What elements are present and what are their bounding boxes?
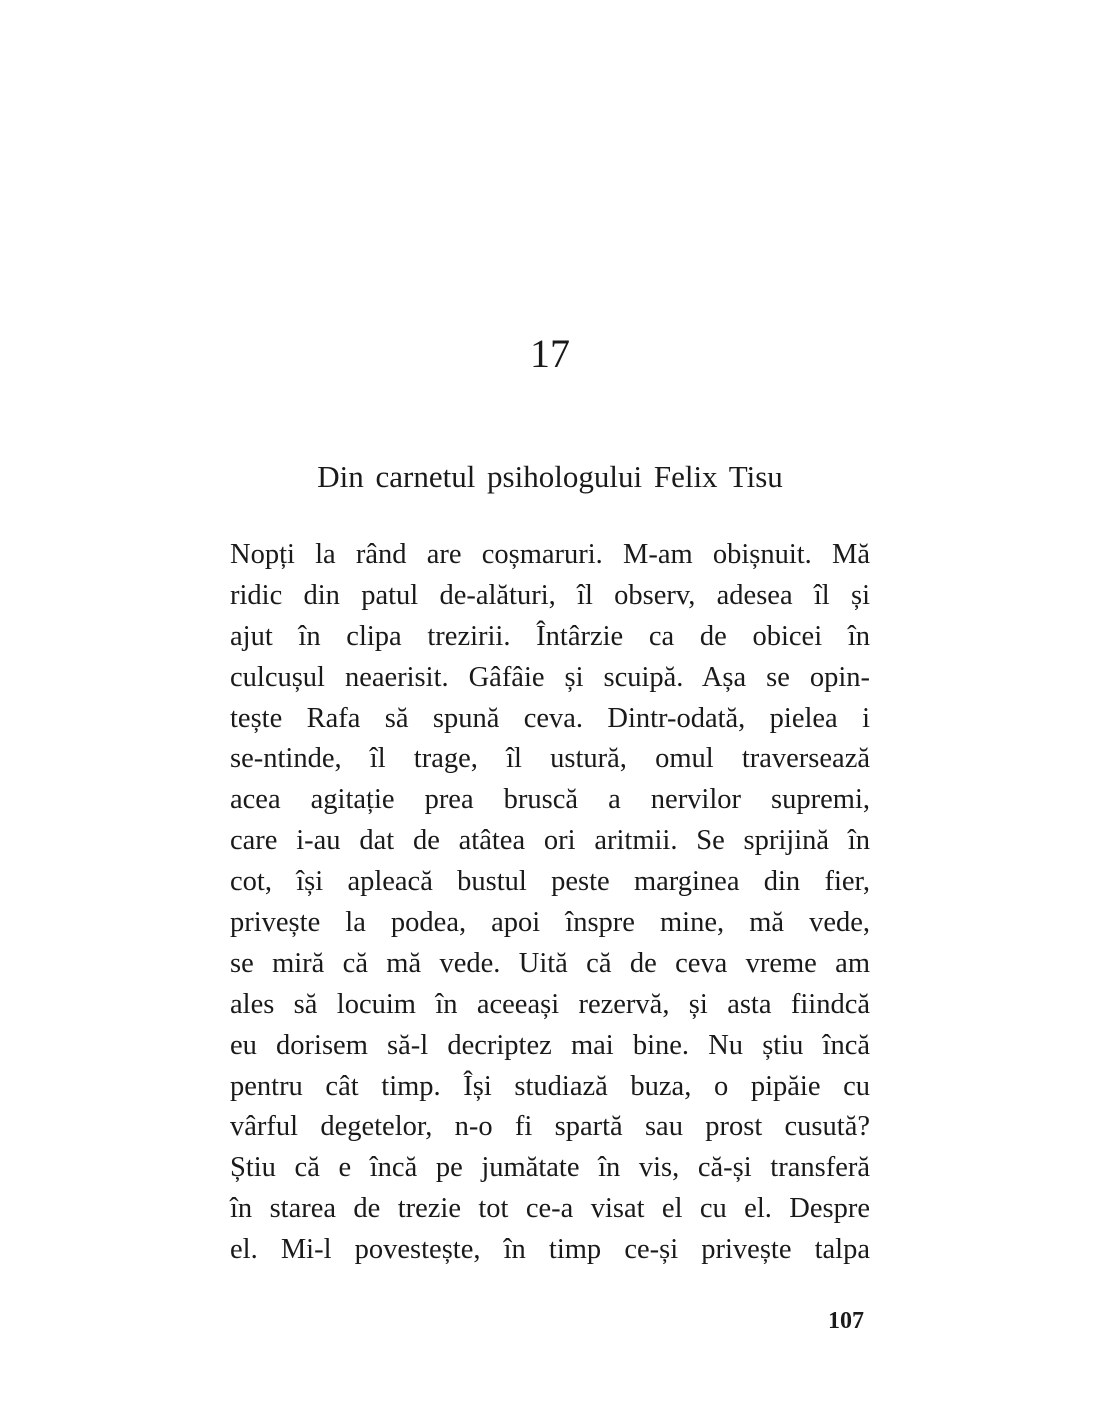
text-line: vârful degetelor, n-o fi spartă sau prost cusută? (230, 1111, 870, 1143)
page-number: 107 (828, 1308, 864, 1334)
chapter-number: 17 (530, 331, 570, 376)
text-line: acea agitație prea bruscă a nervilor supremi, (230, 784, 870, 816)
text-line: ridic din patul de-alături, îl observ, adesea îl și (230, 579, 870, 611)
body-text (230, 535, 870, 1271)
text-line: în starea de trezie tot ce-a visat el cu el. Despre (230, 1193, 870, 1225)
text-line: eu dorisem să-l decriptez mai bine. Nu știu încă (230, 1029, 870, 1061)
text-line: se-ntinde, îl trage, îl ustură, omul traversează (230, 743, 870, 775)
text-line: privește la podea, apoi înspre mine, mă vede, (230, 907, 870, 939)
text-line: culcușul neaerisit. Gâfâie și scuipă. Așa se opin- (230, 661, 870, 693)
text-line: se miră că mă vede. Uită că de ceva vreme am (230, 947, 870, 979)
text-line: pentru cât timp. Își studiază buza, o pipăie cu (230, 1070, 870, 1102)
text-line: Nopți la rând are coșmaruri. M-am obișnuit. Mă (230, 539, 870, 570)
text-line: ales să locuim în aceeași rezervă, și asta fiindcă (230, 988, 870, 1020)
text-line: el. Mi-l povestește, în timp ce-și privește talpa (230, 1234, 870, 1266)
chapter-title: Din carnetul psihologului Felix Tisu (317, 459, 783, 494)
text-line: cot, își apleacă bustul peste marginea din fier, (230, 866, 870, 898)
text-line: ajut în clipa trezirii. Întârzie ca de obicei în (230, 620, 870, 652)
text-line: Știu că e încă pe jumătate în vis, că-și transferă (230, 1152, 870, 1184)
text-line: tește Rafa să spună ceva. Dintr-odată, pielea i (230, 702, 870, 734)
text-line: care i-au dat de atâtea ori aritmii. Se sprijină în (230, 825, 870, 857)
